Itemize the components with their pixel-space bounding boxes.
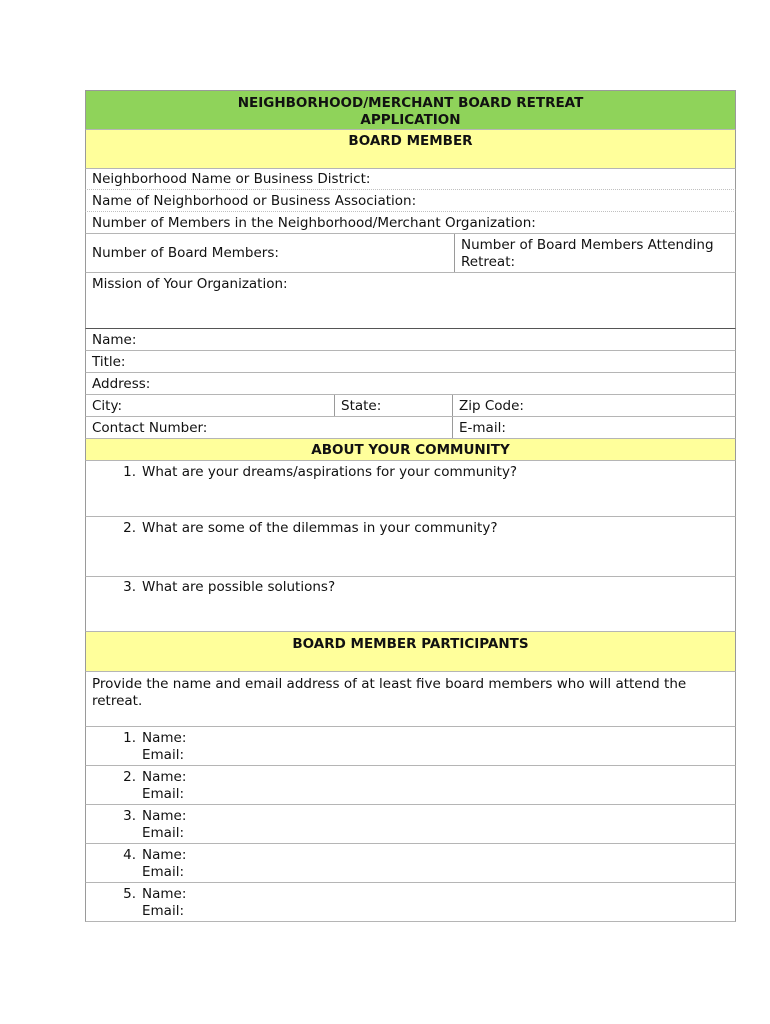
participant-4-email-label: Email: [142,864,185,880]
participant-3-name-label: Name: [142,808,187,824]
community-section-header [85,439,736,461]
participant-1-name-label: Name: [142,730,187,746]
question-3-text: What are possible solutions? [142,579,336,595]
question-2-number: 2. [123,520,136,536]
participant-5-number: 5. [123,886,136,902]
email-label: E-mail: [459,420,506,436]
zip-cell[interactable] [452,395,524,416]
instructions-line-1: Provide the name and email address of at least five board members who will attend the [92,676,687,692]
participant-4-name-label: Name: [142,847,187,863]
contact-address-field[interactable] [85,373,736,395]
participant-2-number: 2. [123,769,136,785]
participant-entry-3[interactable] [85,805,736,844]
contact-title-label: Title: [92,354,126,370]
state-cell[interactable] [334,395,382,416]
city-state-zip-row [85,395,736,417]
question-2-text: What are some of the dilemmas in your community? [142,520,498,536]
community-question-3[interactable] [85,577,736,632]
neighborhood-name-field[interactable] [85,169,736,190]
num-attending-label-line-2: Retreat: [461,254,516,270]
participant-5-name-label: Name: [142,886,187,902]
participant-2-email-label: Email: [142,786,185,802]
application-form [85,90,736,922]
email-cell[interactable] [452,417,506,438]
association-name-field[interactable] [85,190,736,212]
board-member-count-row [85,234,736,273]
board-member-heading: BOARD MEMBER [348,133,473,149]
board-member-section-header [85,130,736,169]
title-line-2: APPLICATION [360,112,461,128]
num-attending-cell[interactable] [454,234,714,272]
participants-section-header [85,632,736,672]
participant-2-name-label: Name: [142,769,187,785]
neighborhood-name-label: Neighborhood Name or Business District: [92,171,371,187]
question-3-number: 3. [123,579,136,595]
participants-instructions [85,672,736,727]
participant-1-email-label: Email: [142,747,185,763]
instructions-line-2: retreat. [92,693,143,709]
participant-entry-4[interactable] [85,844,736,883]
zip-label: Zip Code: [459,398,524,414]
contact-number-email-row [85,417,736,439]
participant-1-number: 1. [123,730,136,746]
mission-label: Mission of Your Organization: [92,276,288,292]
community-heading: ABOUT YOUR COMMUNITY [311,442,510,458]
num-attending-label-line-1: Number of Board Members Attending [461,237,714,253]
title-line-1: NEIGHBORHOOD/MERCHANT BOARD RETREAT [237,95,584,111]
contact-number-label[interactable]: Contact Number: [92,420,208,436]
community-question-2[interactable] [85,517,736,577]
contact-name-field[interactable] [85,329,736,351]
association-name-label: Name of Neighborhood or Business Association: [92,193,417,209]
participant-5-email-label: Email: [142,903,185,919]
participant-entry-2[interactable] [85,766,736,805]
community-question-1[interactable] [85,461,736,517]
city-label[interactable]: City: [92,398,123,414]
question-1-number: 1. [123,464,136,480]
num-members-label: Number of Members in the Neighborhood/Merchant Organization: [92,215,536,231]
num-members-field[interactable] [85,212,736,234]
state-label: State: [341,398,382,414]
contact-address-label: Address: [92,376,151,392]
participant-entry-1[interactable] [85,727,736,766]
num-board-members-label[interactable]: Number of Board Members: [92,245,279,261]
participants-heading: BOARD MEMBER PARTICIPANTS [292,636,529,652]
participant-entry-5[interactable] [85,883,736,922]
participant-4-number: 4. [123,847,136,863]
mission-field[interactable] [85,273,736,329]
question-1-text: What are your dreams/aspirations for your community? [142,464,518,480]
form-title [85,90,736,130]
contact-name-label: Name: [92,332,137,348]
contact-title-field[interactable] [85,351,736,373]
participant-3-number: 3. [123,808,136,824]
participant-3-email-label: Email: [142,825,185,841]
